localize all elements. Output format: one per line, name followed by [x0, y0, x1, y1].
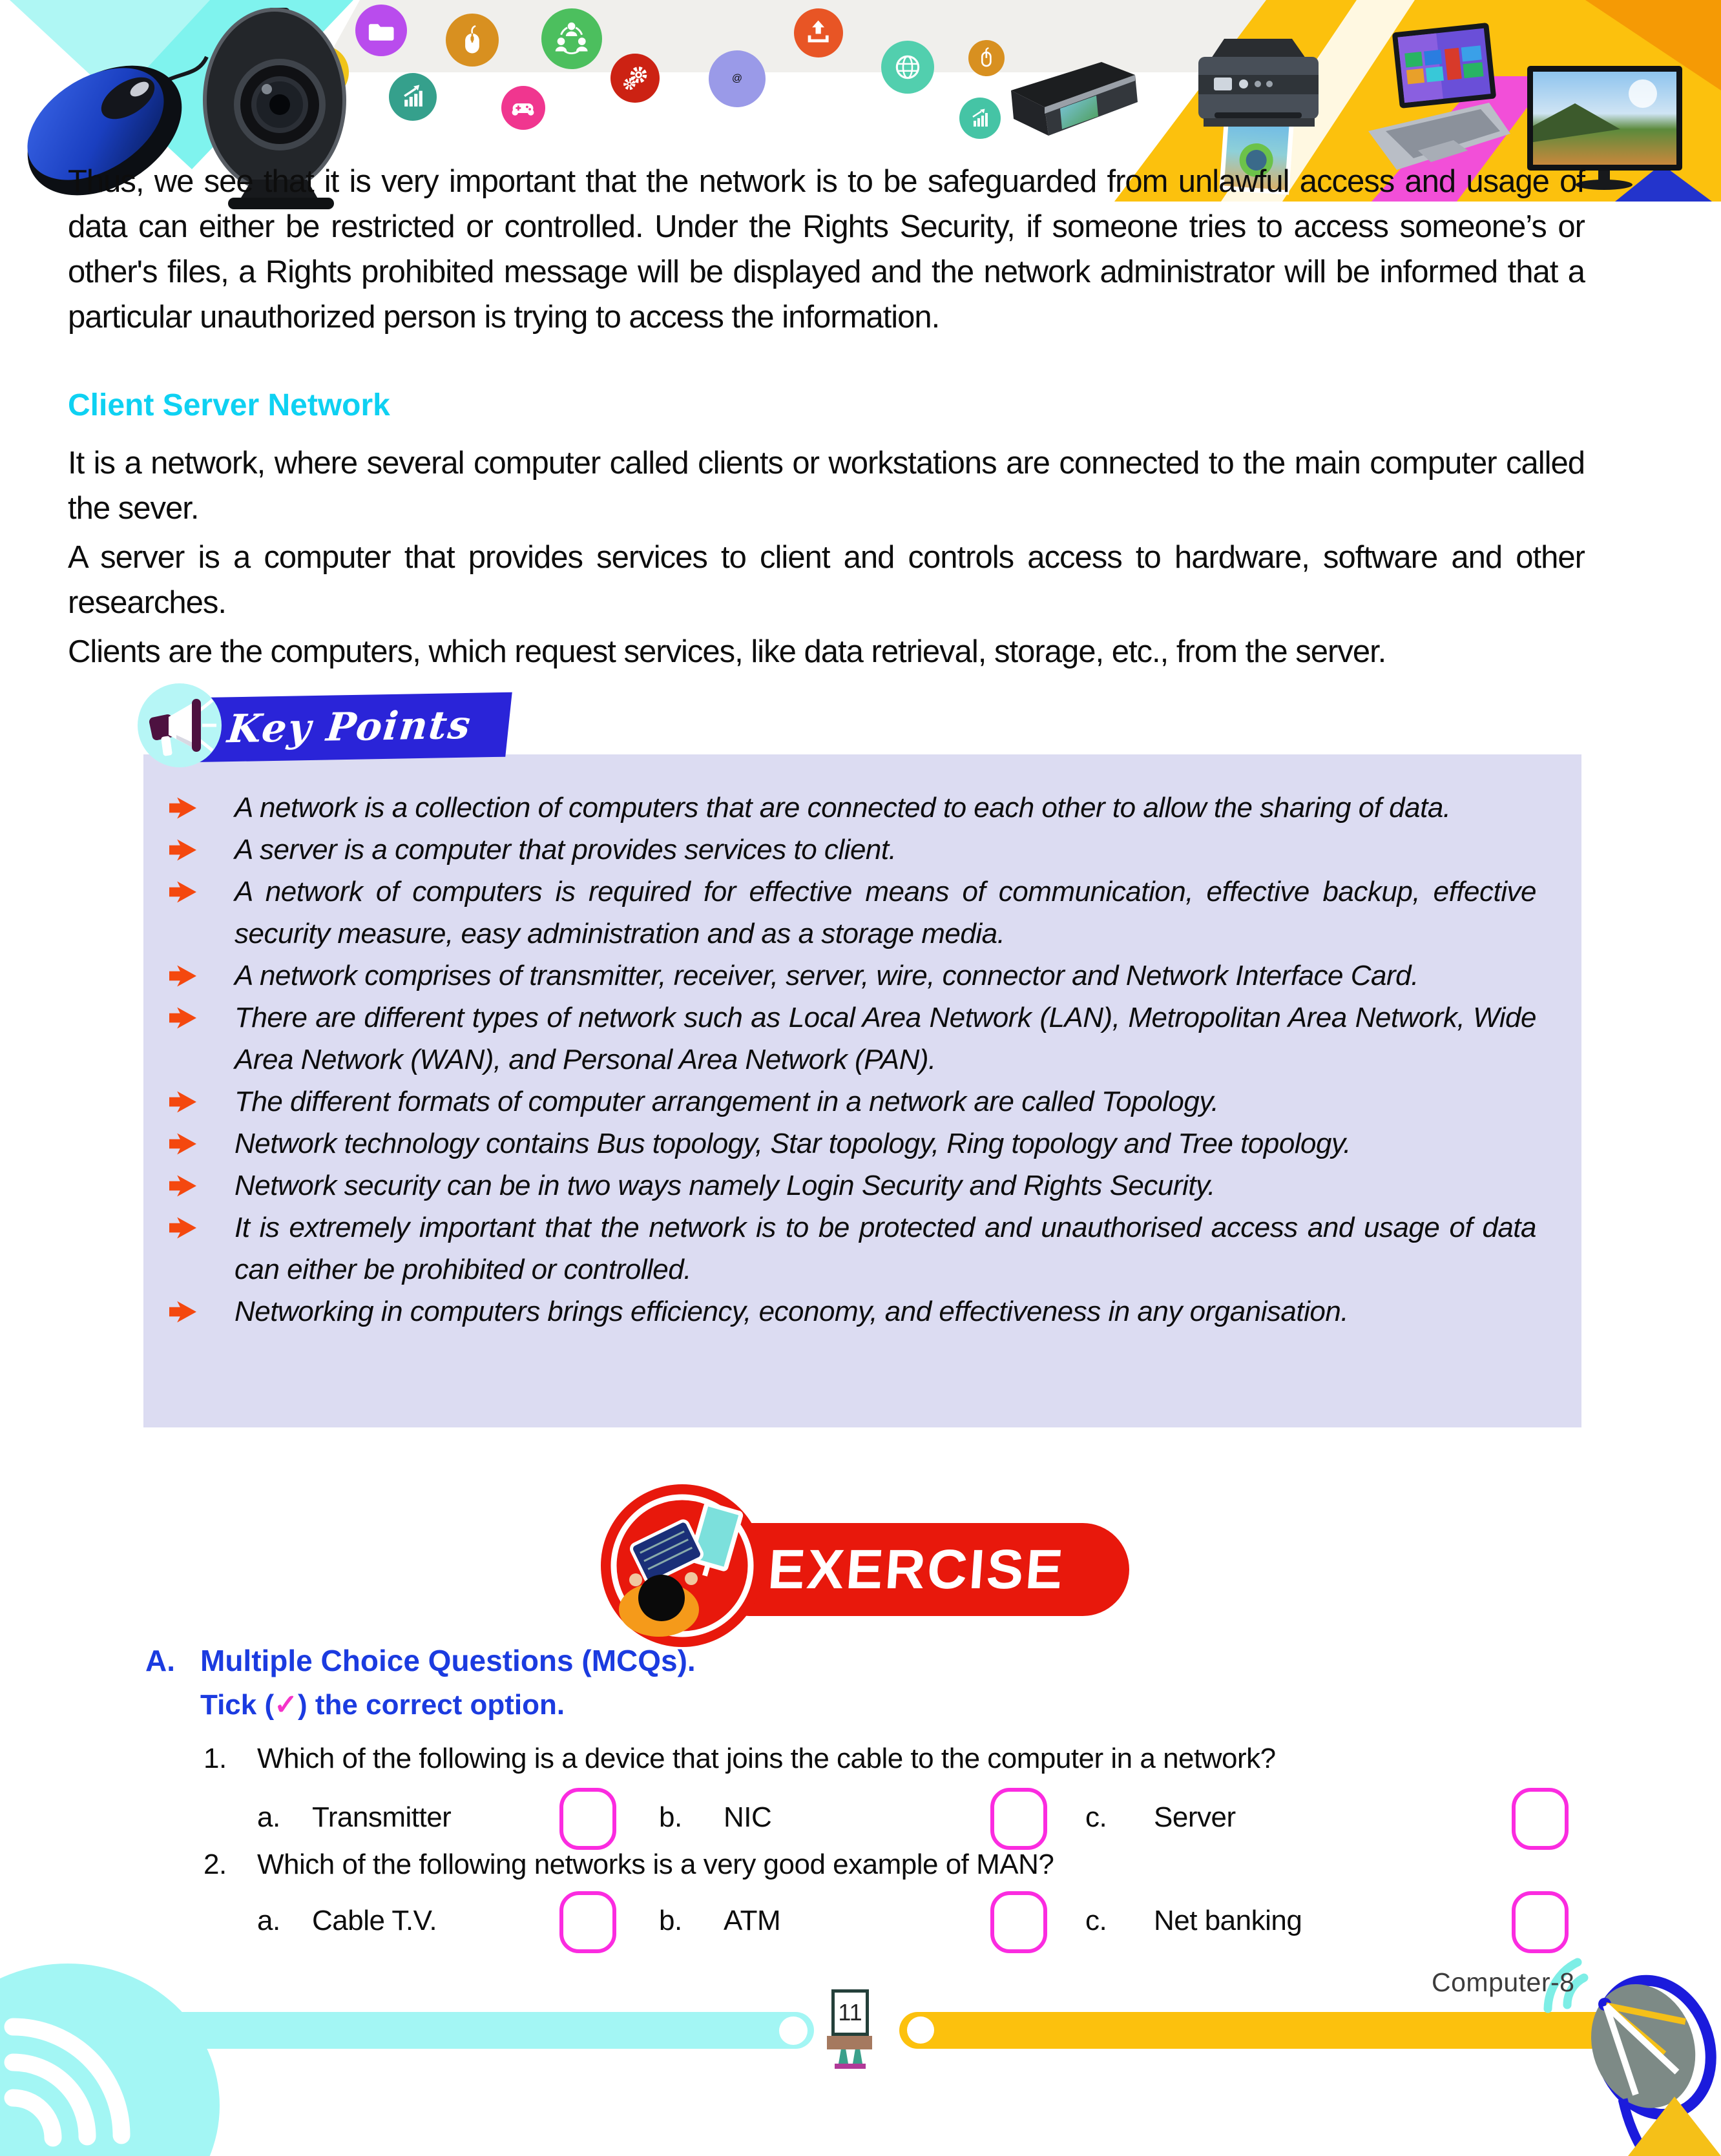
exercise-label: EXERCISE — [766, 1538, 1067, 1601]
globe-icon — [881, 41, 934, 94]
key-point-item — [143, 829, 1581, 871]
bar-chart-icon — [959, 98, 1001, 139]
key-point-item — [143, 1081, 1581, 1123]
book-label: Computer-8 — [1432, 1967, 1575, 1997]
footer-yellow-bar-end-dot — [907, 2016, 934, 2044]
mouse-icon — [446, 14, 499, 67]
key-point-text: It is extremely important that the network is to be protected and unauthorised access and usage of data can either be prohibited or controlled. — [235, 1212, 1536, 1285]
wifi-signal-icon — [0, 1943, 271, 2156]
instruction-suffix: ) the correct option. — [298, 1689, 565, 1721]
key-point-item — [143, 955, 1581, 997]
key-point-text: Network technology contains Bus topology, Star topology, Ring topology and Tree topology. — [235, 1128, 1351, 1159]
scanner-photo — [1005, 57, 1140, 154]
option-text: Server — [1154, 1801, 1236, 1833]
chart-growth-icon — [389, 73, 437, 121]
mcq-section-label: A. — [145, 1644, 175, 1677]
arrow-bullet-icon — [169, 1216, 196, 1239]
arrow-bullet-icon — [169, 1132, 196, 1156]
megaphone-icon — [138, 683, 222, 767]
key-point-text: A network is a collection of computers that are connected to each other to allow the sharing of data. — [235, 792, 1451, 824]
network-users-icon — [541, 8, 602, 69]
option-text: Transmitter — [312, 1801, 452, 1833]
gears-icon — [610, 54, 660, 103]
question-number: 1. — [203, 1743, 227, 1774]
key-points-banner-plate — [187, 692, 512, 763]
mouse-outline-icon — [968, 40, 1005, 76]
page-number-leg — [853, 2049, 862, 2064]
key-point-text: The different formats of computer arrangement in a network are called Topology. — [235, 1086, 1219, 1117]
page-number-stand — [827, 2036, 872, 2049]
arrow-bullet-icon — [169, 796, 196, 820]
option-checkbox-q1-b[interactable] — [990, 1788, 1047, 1850]
key-point-item — [143, 787, 1581, 829]
footer-cyan-bar-end-dot — [779, 2016, 808, 2045]
key-point-item — [143, 1207, 1581, 1290]
option-text: Net banking — [1154, 1905, 1302, 1936]
key-points-banner — [68, 679, 598, 776]
key-point-item — [143, 1290, 1581, 1332]
option-text: ATM — [724, 1905, 781, 1936]
question-text: Which of the following is a device that joins the cable to the computer in a network? — [257, 1743, 1276, 1774]
option-label: b. — [659, 1801, 682, 1833]
arrow-bullet-icon — [169, 1300, 196, 1323]
option-text: NIC — [724, 1801, 772, 1833]
key-point-item — [143, 1123, 1581, 1165]
option-label: a. — [257, 1801, 280, 1833]
laptop-photo — [1357, 23, 1512, 174]
option-checkbox-q2-b[interactable] — [990, 1891, 1047, 1953]
key-point-item — [143, 997, 1581, 1081]
arrow-bullet-icon — [169, 838, 196, 862]
option-text: Cable T.V. — [312, 1905, 437, 1936]
option-checkbox-q1-c[interactable] — [1512, 1788, 1569, 1850]
key-point-item — [143, 871, 1581, 955]
exercise-plate — [703, 1523, 1129, 1616]
instruction-prefix: Tick ( — [200, 1689, 275, 1721]
option-checkbox-q2-c[interactable] — [1512, 1891, 1569, 1953]
page-number-leg — [839, 2049, 848, 2064]
section-heading: Client Server Network — [68, 388, 390, 422]
page-number: 11 — [838, 1999, 862, 2026]
option-checkbox-q1-a[interactable] — [559, 1788, 616, 1850]
arrow-bullet-icon — [169, 1174, 196, 1197]
arrow-bullet-icon — [169, 1006, 196, 1030]
key-point-item — [143, 1165, 1581, 1207]
option-label: b. — [659, 1905, 682, 1936]
at-sign-icon: @ — [709, 50, 766, 107]
tick-mark: ✓ — [274, 1689, 298, 1721]
exercise-banner — [600, 1482, 1136, 1653]
mcq-section-title: Multiple Choice Questions (MCQs). — [200, 1644, 696, 1677]
key-point-text: There are different types of network such as Local Area Network (LAN), Metropolitan Area Network, Wide Area Network (WAN), and Personal Area Network (PAN). — [235, 1002, 1536, 1075]
key-point-text: A network comprises of transmitter, receiver, server, wire, connector and Network Interface Card. — [235, 960, 1419, 991]
key-point-text: A server is a computer that provides services to client. — [235, 834, 897, 866]
exercise-student-icon — [600, 1483, 765, 1648]
footer-cyan-bar — [97, 2012, 814, 2049]
paragraph: Clients are the computers, which request services, like data retrieval, storage, etc., from the server. — [68, 634, 1386, 669]
key-points-title: Key Points — [225, 702, 474, 752]
key-points-box — [143, 754, 1581, 1427]
arrow-bullet-icon — [169, 1090, 196, 1114]
option-label: a. — [257, 1905, 280, 1936]
question-number: 2. — [203, 1849, 227, 1880]
intro-paragraph: Thus, we see that it is very important that the network is to be safeguarded from unlawful access and usage of data can either be restricted or controlled. Under the Rights Security, if someone tries to access someone’s or other's files, a Rights prohibited message will be displayed and the network administrator will be informed that a particular unauthorized person is trying to access the information. — [68, 164, 1585, 335]
option-label: c. — [1085, 1905, 1107, 1936]
option-checkbox-q2-a[interactable] — [559, 1891, 616, 1953]
gamepad-icon — [501, 86, 545, 130]
paragraph: It is a network, where several computer called clients or workstations are connected to the main computer called the sever. — [68, 446, 1585, 526]
key-point-text: A network of computers is required for effective means of communication, effective backup, effective security measure, easy administration and as a storage media. — [235, 876, 1536, 949]
key-point-text: Network security can be in two ways namely Login Security and Rights Security. — [235, 1170, 1215, 1201]
upload-icon — [794, 8, 843, 57]
option-label: c. — [1085, 1801, 1107, 1833]
arrow-bullet-icon — [169, 880, 196, 904]
key-point-text: Networking in computers brings efficiency, economy, and effectiveness in any organisation. — [235, 1296, 1349, 1327]
arrow-bullet-icon — [169, 964, 196, 988]
page-number-monitor-icon — [831, 1989, 869, 2036]
page-number-base — [835, 2064, 866, 2069]
question-text: Which of the following networks is a very good example of MAN? — [257, 1849, 1054, 1880]
paragraph: A server is a computer that provides services to client and controls access to hardware, software and other researches. — [68, 540, 1585, 620]
mcq-instruction — [200, 1688, 565, 1721]
